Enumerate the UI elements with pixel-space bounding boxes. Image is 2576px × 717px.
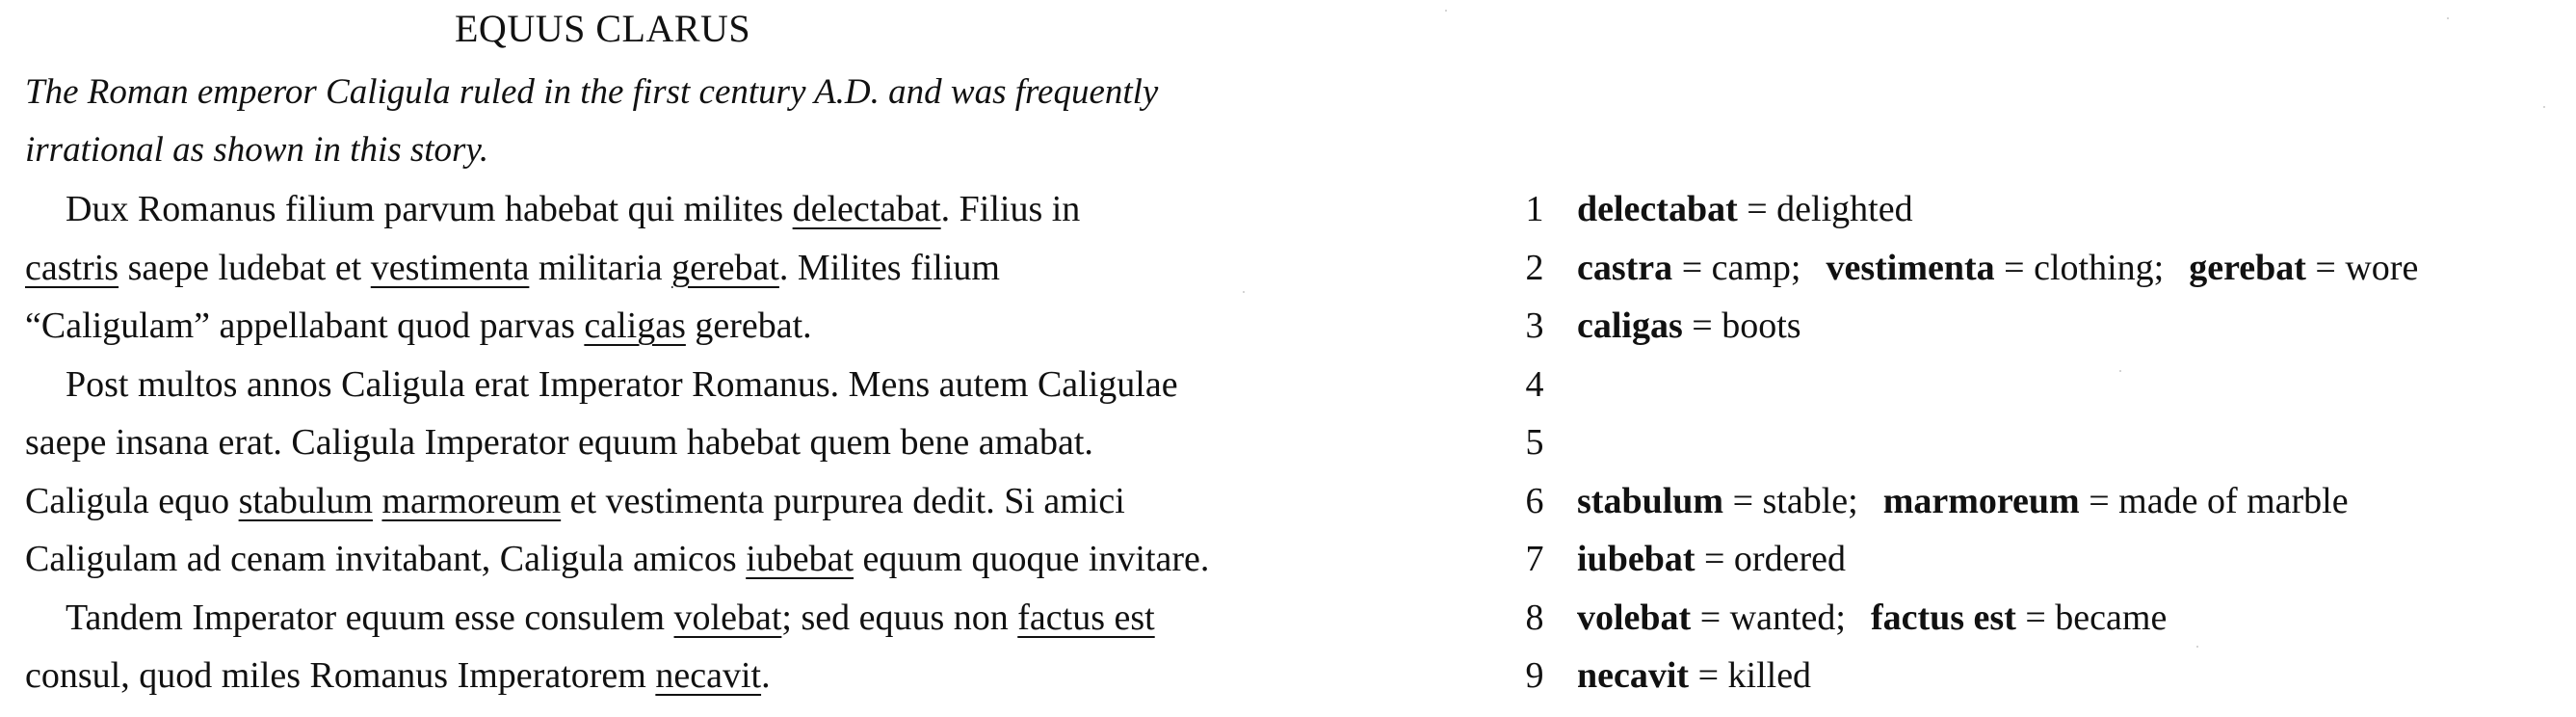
text-span: Post multos annos Caligula erat Imperator Romanus. Mens autem Caligulae [66,363,1178,405]
passage-line [25,413,1509,472]
gloss-line [1577,472,2569,531]
gloss-entry [1871,598,2167,638]
line-number: 1 [1525,189,1544,229]
intro-line: irrational as shown in this story. [25,130,489,170]
underlined-word: delectabat [792,189,941,229]
passage-line [25,589,1509,648]
text-span: et vestimenta purpurea dedit. Si amici [561,480,1125,521]
passage-line [25,297,1509,356]
underlined-word: iubebat [746,539,854,579]
equals-sign: = [1994,247,2035,288]
underlined-word: vestimenta [370,247,530,288]
line-number: 5 [1525,422,1544,463]
line-number: 8 [1525,597,1544,638]
text-span: Caligulam ad cenam invitabant, Caligula amicos [25,539,747,579]
gloss-meaning: killed [1727,655,1812,696]
gloss-entry [1577,598,1871,638]
text-span: gerebat. [685,305,812,346]
passage-line [25,239,1509,298]
gloss-entry [1883,481,2349,521]
gloss-term: gerebat [2189,247,2306,288]
equals-sign: = [1672,247,1712,288]
gloss-line [1577,589,2569,648]
text-span: ; sed equus non [781,597,1018,638]
text-span: . Milites filium [778,247,1000,288]
story-title: EQUUS CLARUS [455,7,751,50]
scan-speck [2196,646,2198,648]
scan-speck [2119,370,2121,372]
gloss-meaning: delighted [1776,189,1913,229]
gloss-term: necavit [1577,655,1690,696]
underlined-word: factus est [1017,597,1155,638]
gloss-entry [1577,655,1811,696]
underlined-word: gerebat [671,247,779,288]
equals-sign: = [1689,655,1728,696]
equals-sign: = [1682,305,1722,346]
line-number: 9 [1525,655,1544,696]
scan-speck [1243,291,1245,293]
line-number: 2 [1525,247,1544,288]
gloss-entry [1577,539,1846,579]
text-span: saepe insana erat. Caligula Imperator equum habebat quem bene amabat. [25,422,1093,463]
gloss-term: castra [1577,247,1673,288]
gloss-meaning: wanted; [1729,597,1846,638]
gloss-meaning: made of marble [2118,480,2349,521]
latin-passage [25,180,1509,705]
gloss-meaning: became [2055,597,2168,638]
equals-sign: = [2079,480,2119,521]
underlined-word: stabulum [238,480,373,521]
passage-line [25,180,1509,239]
vocabulary-glosses [1577,180,2569,705]
gloss-term: stabulum [1577,480,1724,521]
gloss-line [1577,647,2569,705]
equals-sign: = [1691,597,1730,638]
underlined-word: caligas [584,305,686,346]
gloss-line [1577,530,2569,589]
intro-text [25,64,1470,179]
underlined-word: necavit [655,655,762,696]
text-span: . [761,655,771,696]
gloss-entry [1577,305,1801,346]
underlined-word: castris [25,247,119,288]
gloss-term: delectabat [1577,189,1738,229]
text-span: Dux Romanus filium parvum habebat qui milites [66,189,793,229]
scan-speck [1445,10,1447,12]
gloss-line [1577,180,2569,239]
gloss-term: marmoreum [1882,480,2080,521]
gloss-entry [1577,481,1883,521]
text-span: equum quoque invitare. [854,539,1210,579]
gloss-term: iubebat [1577,539,1695,579]
passage-line [25,530,1509,589]
gloss-line [1577,413,2569,472]
text-span: saepe ludebat et [118,247,371,288]
gloss-line [1577,297,2569,356]
gloss-entry [1577,189,1913,229]
equals-sign: = [1723,480,1763,521]
line-numbers [1511,180,1559,705]
underlined-word: marmoreum [381,480,562,521]
gloss-meaning: stable; [1762,480,1858,521]
intro-line: The Roman emperor Caligula ruled in the first century A.D. and was frequently [25,72,1159,112]
text-span: “Caligulam” appellabant quod parvas [25,305,585,346]
equals-sign: = [1737,189,1777,229]
line-number: 4 [1525,363,1544,405]
gloss-term: factus est [1870,597,2016,638]
gloss-term: vestimenta [1826,247,1995,288]
passage-line [25,647,1509,705]
gloss-meaning: clothing; [2034,247,2165,288]
gloss-entry [2189,248,2418,288]
passage-line [25,356,1509,414]
gloss-term: caligas [1577,305,1683,346]
gloss-meaning: ordered [1733,539,1846,579]
gloss-line [1577,239,2569,298]
equals-sign: = [1695,539,1734,579]
gloss-entry [1577,248,1826,288]
text-span: Tandem Imperator equum esse consulem [66,597,674,638]
line-number: 7 [1525,539,1544,579]
text-span: consul, quod miles Romanus Imperatorem [25,655,656,696]
equals-sign: = [2015,597,2056,638]
gloss-meaning: boots [1722,305,1801,346]
gloss-entry [1826,248,2189,288]
underlined-word: volebat [673,597,782,638]
line-number: 6 [1525,480,1544,521]
scan-speck [2543,106,2545,108]
gloss-term: volebat [1577,597,1692,638]
gloss-meaning: camp; [1711,247,1801,288]
text-span: militaria [529,247,672,288]
equals-sign: = [2305,247,2346,288]
line-number: 3 [1525,305,1544,346]
text-span: Caligula equo [25,480,239,521]
passage-line [25,472,1509,531]
gloss-meaning: wore [2345,247,2419,288]
scan-speck [2447,17,2449,19]
gloss-line [1577,356,2569,414]
text-span: . Filius in [940,189,1081,229]
